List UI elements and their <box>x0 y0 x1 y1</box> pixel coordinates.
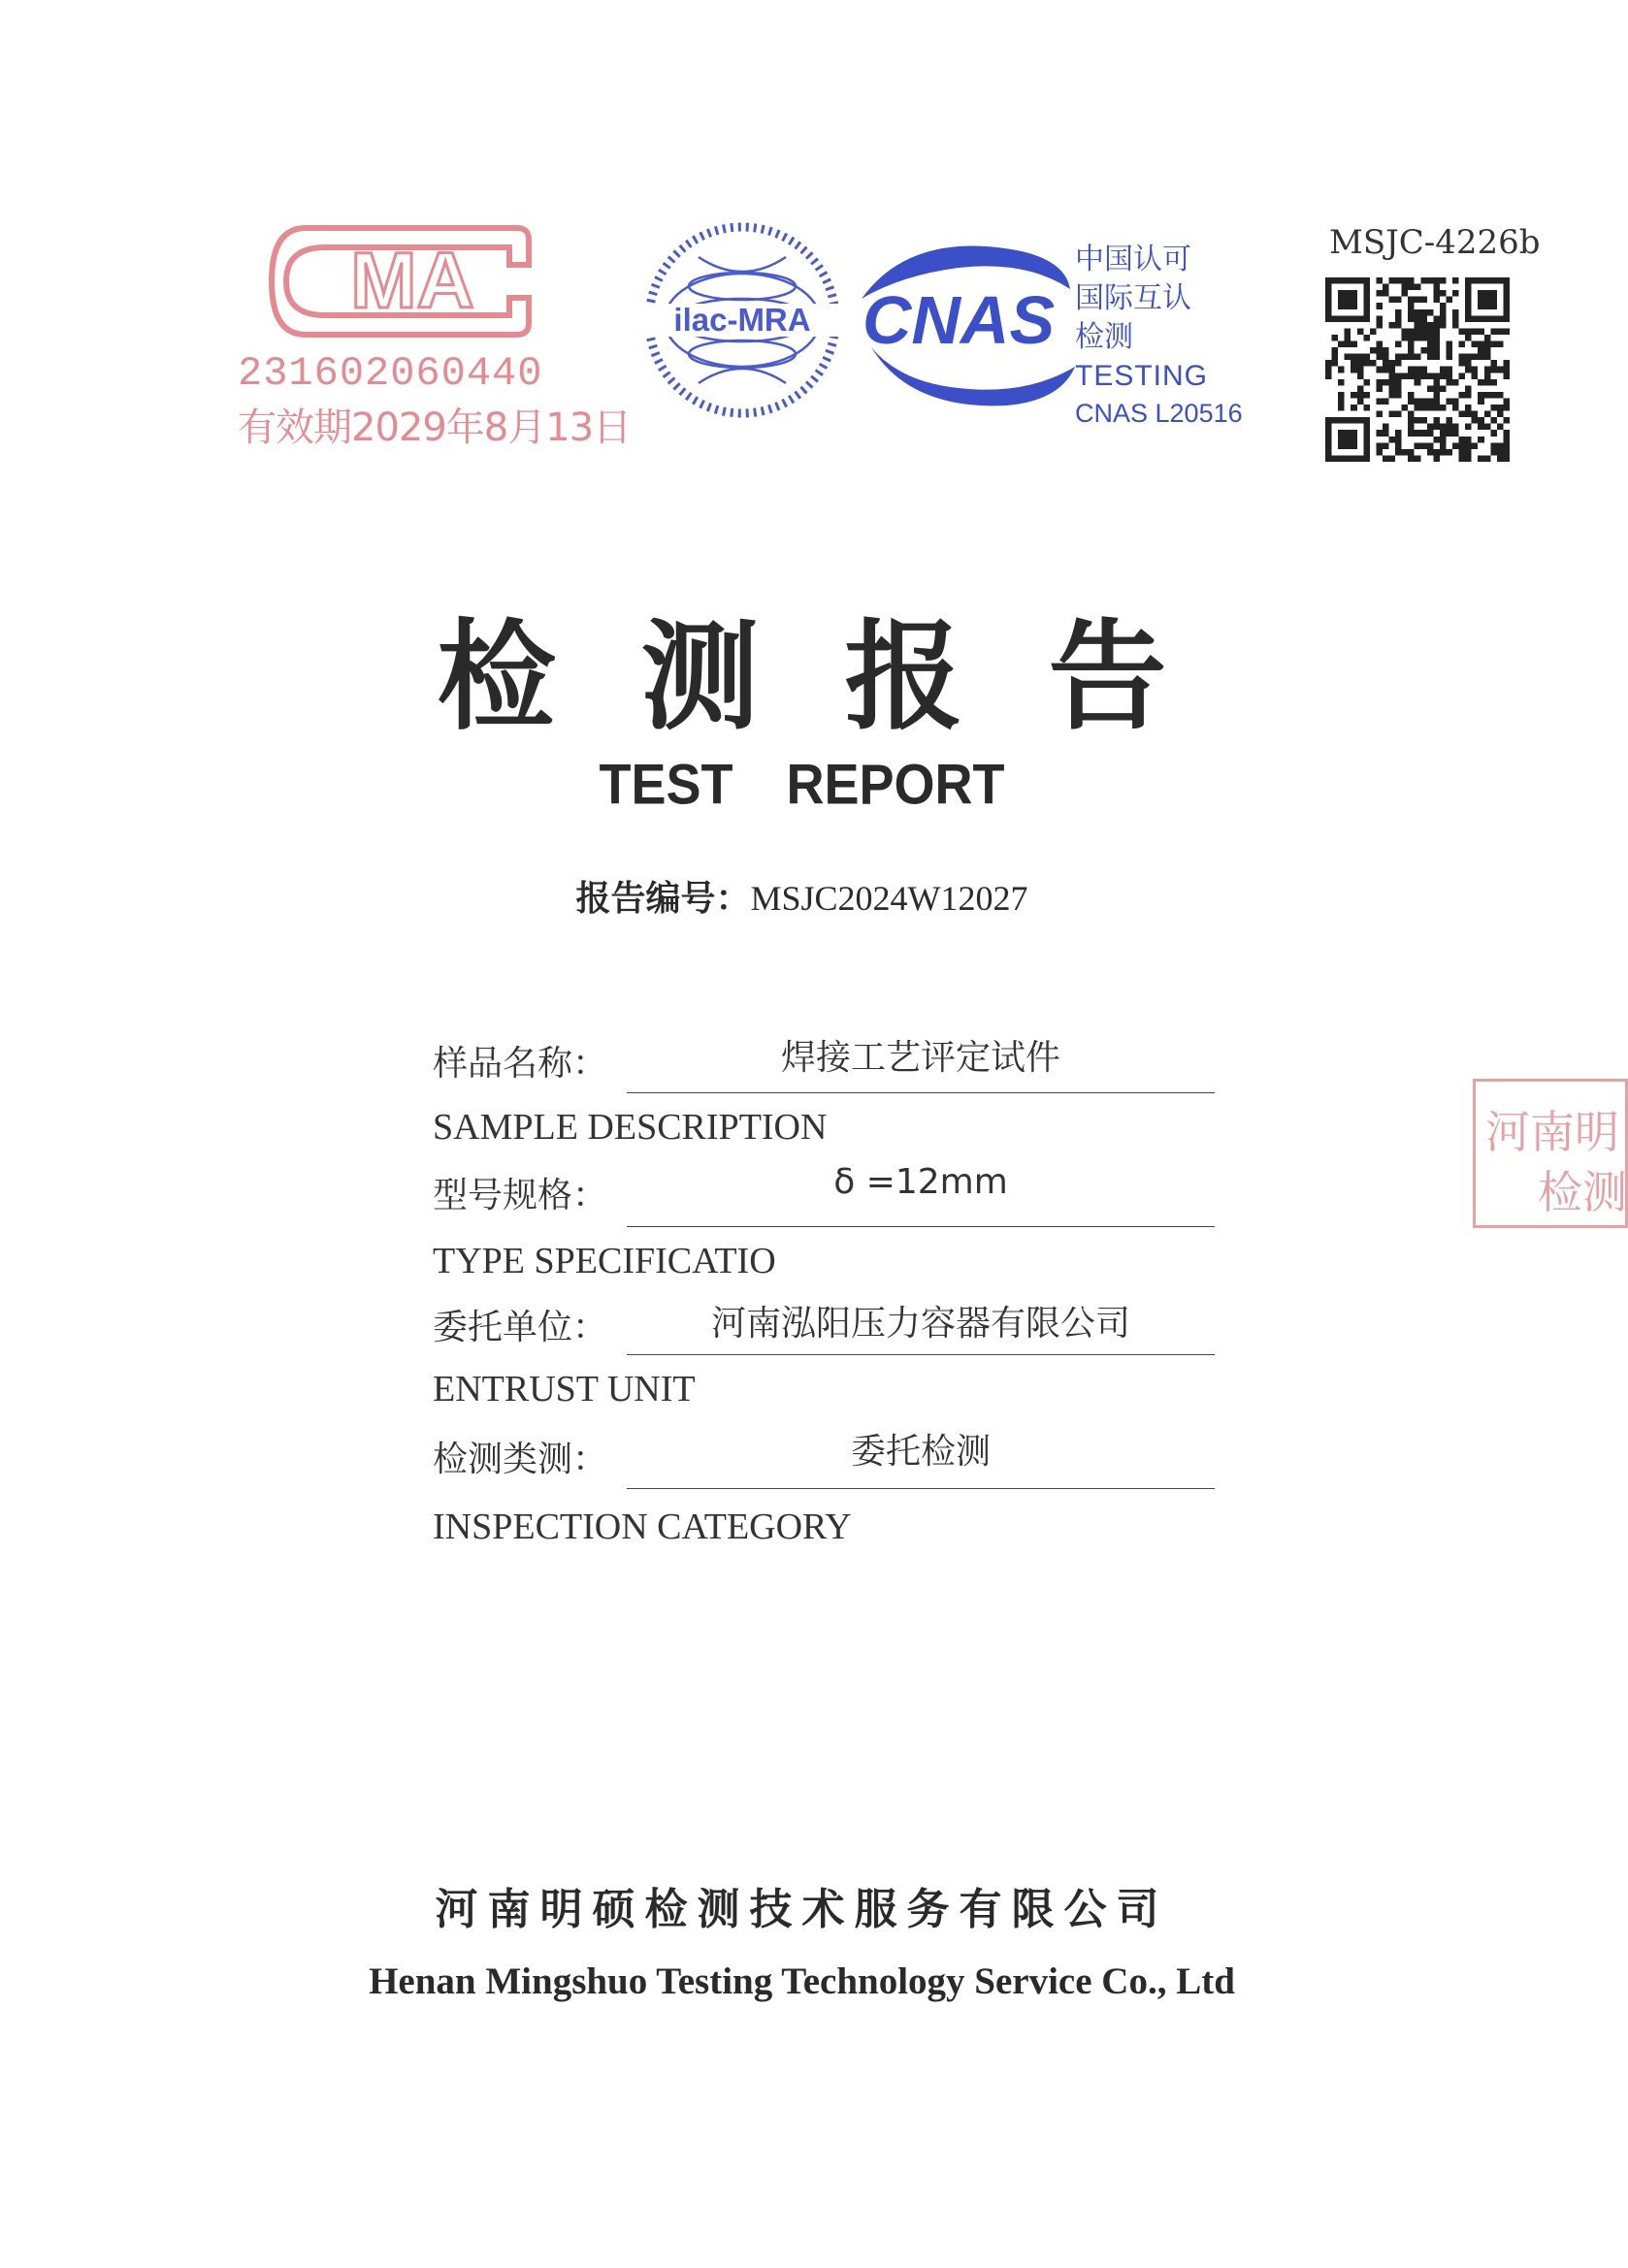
inspection-category-label: 检测类测： <box>433 1440 608 1479</box>
ilac-mra-logo <box>640 218 844 422</box>
ilac-text: ilac-MRA <box>673 302 811 338</box>
entrust-unit-underline <box>627 1354 1215 1355</box>
cnas-line-3: 检测 <box>1075 320 1133 354</box>
inspection-category-en-label: INSPECTION CATEGORY <box>433 1507 852 1547</box>
cnas-line-1: 中国认可 <box>1075 243 1191 276</box>
ilac-globe-icon <box>640 218 844 422</box>
type-spec-value: δ =12mm <box>833 1162 1008 1202</box>
cnas-logo <box>842 241 1075 415</box>
inspection-category-underline <box>627 1488 1215 1489</box>
cma-validity: 有效期2029年8月13日 <box>238 405 632 450</box>
cnas-line-2: 国际互认 <box>1075 281 1191 315</box>
report-number <box>0 871 1604 921</box>
entrust-unit-value: 河南泓阳压力容器有限公司 <box>710 1304 1130 1344</box>
company-name-en: Henan Mingshuo Testing Technology Service Co., Ltd <box>369 1960 1235 2002</box>
type-spec-underline <box>627 1226 1215 1227</box>
qr-code-icon <box>1325 277 1510 462</box>
cma-logo-text: MA <box>350 237 474 325</box>
side-stamp-line-1: 河南明 <box>1485 1106 1619 1158</box>
sample-description-label: SAMPLE DESCRIPTION <box>433 1107 828 1148</box>
sample-name-underline <box>627 1092 1215 1093</box>
cnas-line-4: TESTING <box>1075 360 1209 392</box>
sample-name-label: 样品名称： <box>433 1044 608 1084</box>
cnas-logo-text: CNAS <box>862 282 1056 358</box>
document-code: MSJC-4226b <box>1329 223 1541 262</box>
entrust-unit-label: 委托单位： <box>433 1308 608 1347</box>
cnas-line-5: CNAS L20516 <box>1075 399 1243 428</box>
type-spec-label: 型号规格： <box>433 1176 608 1215</box>
cma-number: 231602060440 <box>238 350 543 397</box>
cnas-swoosh-icon <box>842 241 1075 415</box>
sample-name-value: 焊接工艺评定试件 <box>780 1038 1060 1078</box>
cma-logo-icon <box>267 218 558 344</box>
type-specification-label: TYPE SPECIFICATIO <box>433 1241 776 1281</box>
side-seal-stamp <box>1473 1079 1628 1228</box>
side-stamp-line-2: 检测 <box>1538 1166 1627 1218</box>
report-number-label: 报告编号： <box>575 879 751 919</box>
report-title-cn: 检测报告 <box>437 606 1253 746</box>
company-name-cn: 河南明硕检测技术服务有限公司 <box>435 1885 1169 1934</box>
report-number-value: MSJC2024W12027 <box>750 879 1028 918</box>
cnas-label-block <box>1075 241 1243 431</box>
inspection-category-value: 委托检测 <box>850 1432 991 1472</box>
report-title-en: TEST REPORT <box>599 753 1005 817</box>
cma-stamp <box>238 218 632 456</box>
entrust-unit-en-label: ENTRUST UNIT <box>433 1369 696 1409</box>
